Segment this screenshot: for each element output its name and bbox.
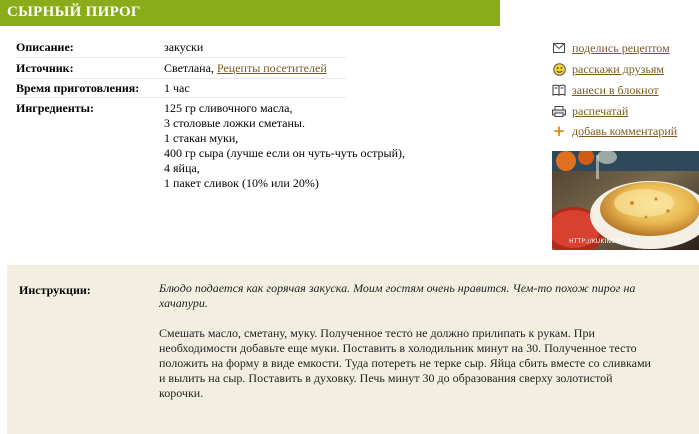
ingredients-label: Ингредиенты: [16, 101, 95, 115]
notebook-link[interactable]: занеси в блокнот [572, 83, 659, 97]
smiley-icon [552, 62, 566, 76]
print-link[interactable]: распечатай [572, 104, 629, 118]
tell-friends-link[interactable]: расскажи друзьям [572, 62, 664, 76]
ingredient-item: 125 гр сливочного масла, [164, 101, 293, 115]
divider [16, 97, 346, 98]
source-value [164, 61, 327, 76]
instructions-intro: Блюдо подается как горячая закуска. Моим гостям очень нравится. Чем-то похож пирог на хачапури. [159, 281, 636, 310]
ingredients-list [164, 101, 405, 191]
description-label: Описание: [16, 40, 74, 54]
source-link[interactable]: Рецепты посетителей [216, 61, 327, 75]
instructions-body: Смешать масло, сметану, муку. Полученное тесто не должно прилипать к рукам. При необходимости добавьте еще муки. Поставить в холодильник минут на 30. Полученное тесто положить на форму в виде емкости. Туда потереть не терке сыр. Яйца сбить вместе со сливками и вылить на сыр. Поставить в духовку. Печь минут 30 до образования сверху золотистой корочки. [159, 326, 651, 400]
envelope-icon [552, 41, 566, 55]
ingredient-item: 3 столовые ложки сметаны. [164, 116, 305, 130]
description-value: закуски [164, 40, 204, 54]
source-author: Светлана, [164, 61, 217, 75]
printer-icon [552, 104, 566, 118]
ingredient-item: 4 яйца, [164, 161, 200, 175]
instructions-section [7, 265, 699, 434]
recipe-title: СЫРНЫЙ ПИРОГ [7, 4, 141, 20]
title-bar [0, 0, 500, 26]
time-label: Время приготовления: [16, 81, 140, 95]
recipe-photo [552, 151, 699, 250]
add-comment-link[interactable]: добавь комментарий [572, 124, 678, 138]
plus-icon: + [552, 122, 566, 140]
share-recipe-link[interactable]: поделись рецептом [572, 41, 670, 55]
source-label: Источник: [16, 61, 74, 75]
notebook-icon [552, 83, 566, 97]
time-value: 1 час [164, 81, 190, 95]
divider [16, 57, 346, 58]
instructions-label: Инструкции: [19, 283, 91, 297]
photo-caption: HTTP://KUKING.NET [569, 238, 631, 245]
divider [16, 78, 346, 79]
ingredient-item: 1 пакет сливок (10% или 20%) [164, 176, 319, 190]
ingredient-item: 400 гр сыра (лучше если он чуть-чуть острый), [164, 146, 406, 160]
ingredient-item: 1 стакан муки, [164, 131, 239, 145]
